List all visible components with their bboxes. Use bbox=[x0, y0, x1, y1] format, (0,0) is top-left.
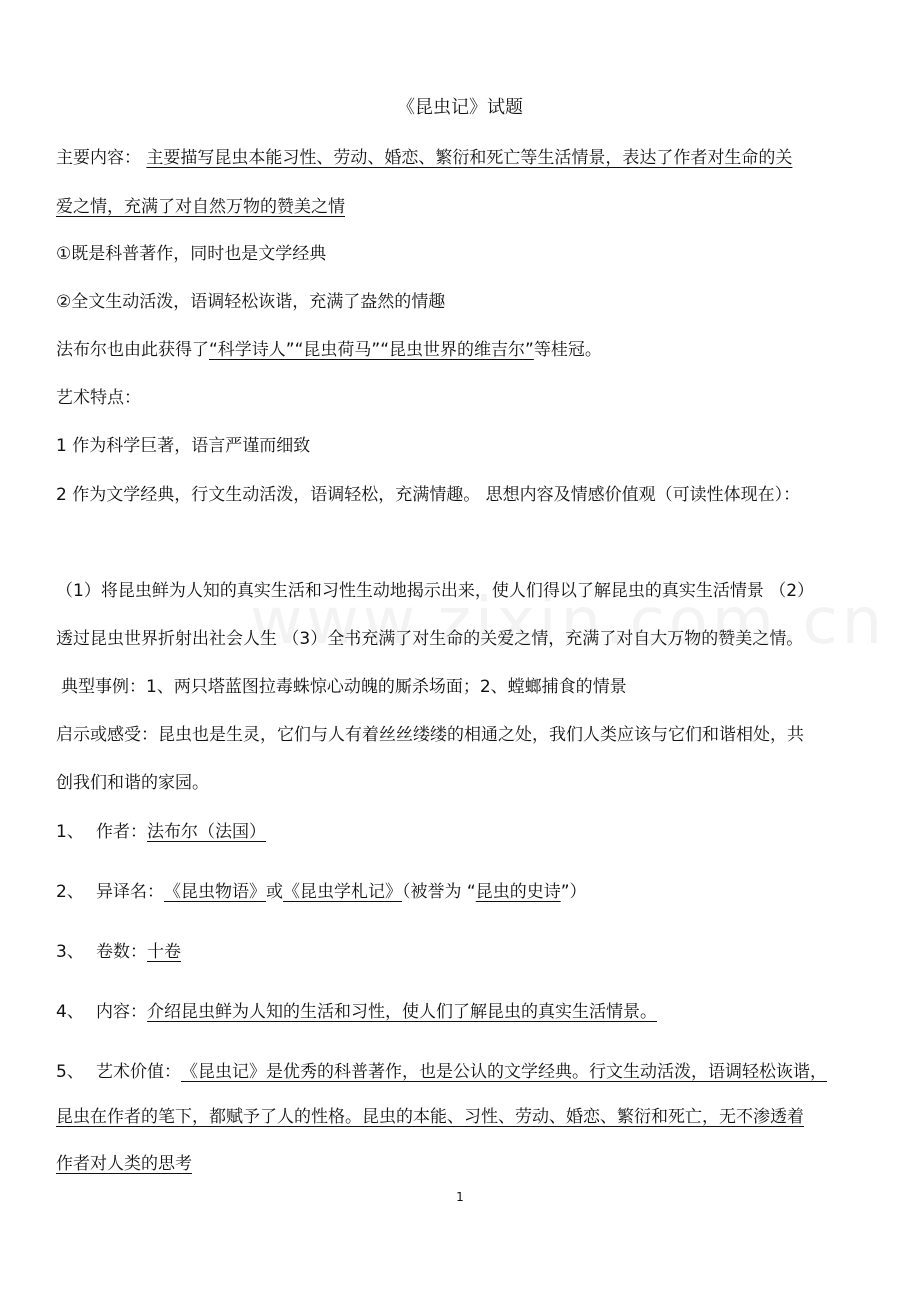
item-1-value: 法布尔（法国） bbox=[147, 822, 266, 842]
item-2-paren-pre: （被誉为 “ bbox=[402, 882, 476, 902]
art-features-label: 艺术特点： bbox=[56, 388, 141, 408]
item-art-value-line-3 bbox=[56, 1152, 868, 1176]
item-art-value-line-2 bbox=[56, 1105, 868, 1129]
item-3-label: 卷数： bbox=[96, 942, 147, 962]
item-5-value-b: 昆虫在作者的笔下，都赋予了人的性格。昆虫的本能、习性、劳动、婚恋、繁衍和死亡，无不渗透着 bbox=[56, 1107, 804, 1127]
item-5-label: 艺术价值： bbox=[96, 1062, 181, 1082]
insight-line-2: 创我们和谐的家园。 bbox=[56, 773, 209, 793]
honor-line bbox=[56, 338, 868, 362]
item-4-label: 内容： bbox=[96, 1002, 147, 1022]
item-3-number: 3、 bbox=[56, 942, 84, 962]
item-3-value: 十卷 bbox=[147, 942, 181, 962]
item-2-mid: 或 bbox=[266, 882, 283, 902]
item-5-number: 5、 bbox=[56, 1062, 84, 1082]
item-volumes bbox=[56, 940, 868, 964]
main-content-text-a: 主要描写昆虫本能习性、劳动、婚恋、繁衍和死亡等生活情景，表达了作者对生命的关 bbox=[146, 148, 793, 168]
item-2-value-1: 《昆虫物语》 bbox=[164, 882, 266, 902]
main-content-line-2 bbox=[56, 195, 868, 219]
page-number: 1 bbox=[456, 1190, 464, 1204]
typical-examples: 典型事例：1、两只塔蓝图拉毒蛛惊心动魄的厮杀场面；2、螳螂捕食的情景 bbox=[61, 677, 627, 697]
honor-pre: 法布尔也由此获得了 bbox=[56, 340, 209, 360]
item-1-number: 1、 bbox=[56, 822, 84, 842]
item-5-value-c: 作者对人类的思考 bbox=[56, 1154, 192, 1174]
point-1: ①既是科普著作，同时也是文学经典 bbox=[56, 244, 327, 264]
item-4-value: 介绍昆虫鲜为人知的生活和习性，使人们了解昆虫的真实生活情景。 bbox=[147, 1002, 657, 1022]
feature-2: 2 作为文学经典，行文生动活泼，语调轻松，充满情趣。 思想内容及情感价值观（可读性体现在）： bbox=[56, 485, 801, 505]
honor-post: 等桂冠。 bbox=[533, 340, 602, 360]
item-2-value-2: 《昆虫学札记》 bbox=[283, 882, 402, 902]
item-1-label: 作者： bbox=[96, 822, 147, 842]
point-2: ②全文生动活泼，语调轻松诙谐，充满了盎然的情趣 bbox=[56, 292, 446, 312]
page-title: 《昆虫记》试题 bbox=[397, 97, 523, 118]
item-4-number: 4、 bbox=[56, 1002, 84, 1022]
item-content bbox=[56, 1000, 868, 1024]
item-2-paren-post: ”） bbox=[560, 882, 587, 902]
main-content-text-b: 爱之情，充满了对自然万物的赞美之情 bbox=[56, 197, 345, 217]
feature-1: 1 作为科学巨著，语言严谨而细致 bbox=[56, 436, 311, 456]
item-author bbox=[56, 820, 868, 844]
item-2-label: 异译名： bbox=[96, 882, 164, 902]
item-2-value-3: 昆虫的史诗 bbox=[475, 882, 561, 902]
honor-titles: “科学诗人”“昆虫荷马”“昆虫世界的维吉尔” bbox=[209, 340, 534, 360]
item-2-number: 2、 bbox=[56, 882, 84, 902]
item-art-value-line-1 bbox=[56, 1060, 868, 1084]
item-5-value-a: 《昆虫记》是优秀的科普著作，也是公认的文学经典。行文生动活泼，语调轻松诙谐， bbox=[181, 1062, 827, 1082]
ideas-line-1: （1）将昆虫鲜为人知的真实生活和习性生动地揭示出来，使人们得以了解昆虫的真实生活情景 （2） bbox=[56, 581, 815, 601]
ideas-line-2: 透过昆虫世界折射出社会人生 （3）全书充满了对生命的关爱之情，充满了对自大万物的赞美之情。 bbox=[56, 629, 804, 649]
main-content-line-1 bbox=[56, 146, 868, 170]
main-content-label: 主要内容： bbox=[56, 148, 141, 168]
insight-line-1: 启示或感受：昆虫也是生灵，它们与人有着丝丝缕缕的相通之处，我们人类应该与它们和谐相处，共 bbox=[56, 725, 804, 745]
item-alt-names bbox=[56, 880, 868, 904]
